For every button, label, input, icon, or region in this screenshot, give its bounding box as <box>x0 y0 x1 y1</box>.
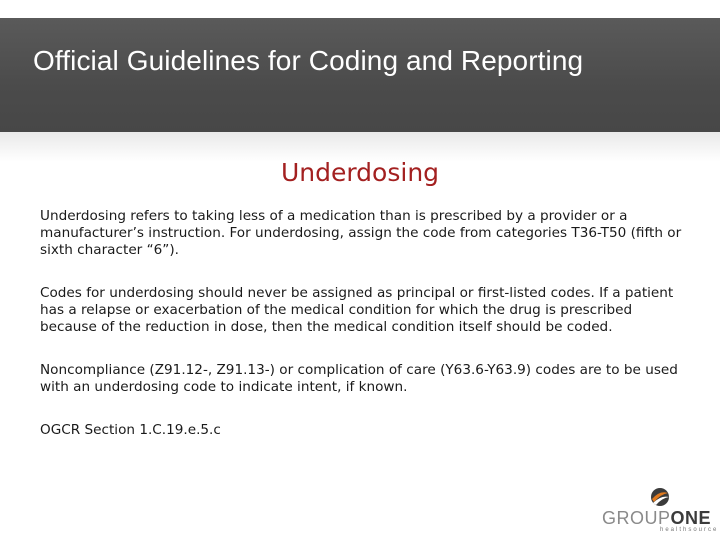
logo-swoosh-icon <box>650 486 670 508</box>
body-text <box>40 208 690 465</box>
logo-tagline: healthsource <box>660 527 719 533</box>
logo-word-group: GROUP <box>602 508 671 528</box>
logo-wordmark <box>602 508 711 529</box>
reference-text: OGCR Section 1.C.19.e.5.c <box>40 422 221 438</box>
groupone-logo <box>600 486 719 534</box>
paragraph-sequencing: Codes for underdosing should never be assigned as principal or first-listed codes. If a patient has a relapse or exacerbation of the medical condition for which the drug is prescribed because of the reduction in dose, then the medical condition itself should be coded. <box>40 285 674 335</box>
logo-word-one: ONE <box>670 508 712 528</box>
section-heading: Underdosing <box>280 158 440 187</box>
paragraph-noncompliance: Noncompliance (Z91.12-, Z91.13-) or complication of care (Y63.6-Y63.9) codes are to be used with an underdosing code to indicate intent, if known. <box>40 362 678 395</box>
slide-title: Official Guidelines for Coding and Reporting <box>33 45 584 76</box>
paragraph-definition: Underdosing refers to taking less of a medication than is prescribed by a provider or a manufacturer’s instruction. For underdosing, assign the code from categories T36-T50 (fifth or sixth character “6”). <box>40 208 682 258</box>
